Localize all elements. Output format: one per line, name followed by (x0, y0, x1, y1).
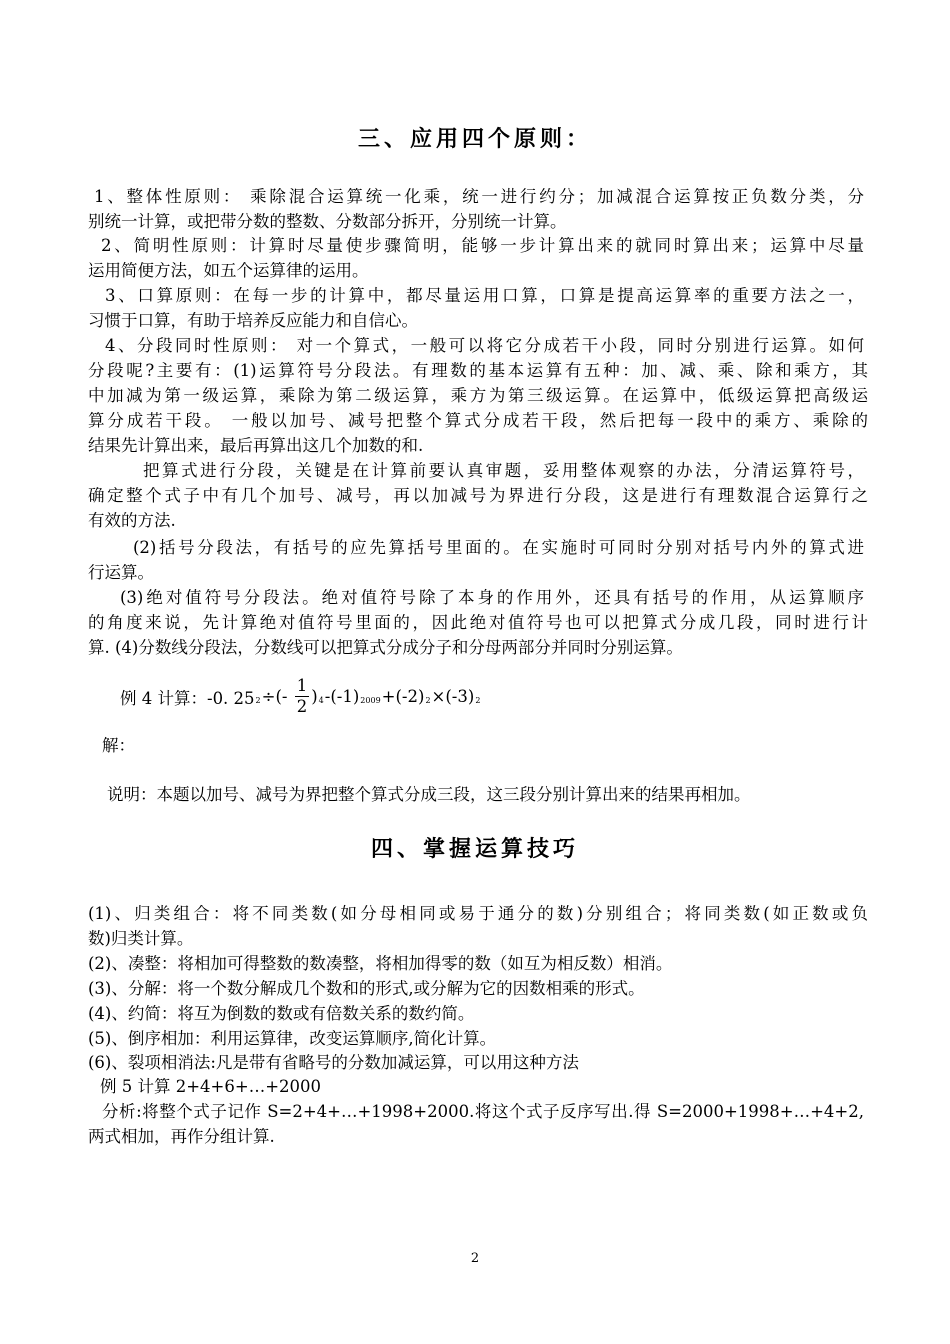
technique-4: (4)、约简：将互为倒数的数或有倍数关系的数约简。 (88, 1004, 475, 1023)
bracket-method-line-2: 行运算。 (88, 563, 154, 582)
absolute-method-line-2: 的角度来说，先计算绝对值符号里面的，因此绝对值符号也可以把算式分成几段，同时进行计 (88, 613, 868, 632)
page-number: 2 (470, 1251, 480, 1266)
exponent: 2 (255, 696, 261, 705)
example-4-division: ÷(- (261, 687, 288, 706)
principle-1-line-2: 别统一计算，或把带分数的整数、分数部分拆开，分别统一计算。 (88, 212, 567, 231)
example-5-title: 例 5 计算 2+4+6+…+2000 (100, 1077, 322, 1096)
principle-2-line-1: 2、简明性原则：计算时尽量使步骤简明，能够一步计算出来的就同时算出来；运算中尽量 (101, 236, 864, 255)
exponent: 2009 (360, 696, 381, 705)
solution-label: 解： (102, 736, 135, 755)
example-4-expression (120, 676, 481, 717)
principle-4-line-3: 中加减为第一级运算，乘除为第二级运算，乘方为第三级运算。在运算中，低级运算把高级运 (88, 386, 868, 405)
technique-3: (3)、分解：将一个数分解成几个数和的形式,或分解为它的因数相乘的形式。 (88, 979, 645, 998)
principle-3-line-2: 习惯于口算，有助于培养反应能力和自信心。 (88, 311, 418, 330)
technique-5: (5)、倒序相加：利用运算律，改变运算顺序,简化计算。 (88, 1029, 497, 1048)
example-4-term: -(-1) (324, 687, 360, 706)
paragraph-segment-line-3: 有效的方法. (88, 511, 176, 530)
paragraph-segment-line-2: 确定整个式子中有几个加号、减号，再以加减号为界进行分段，这是进行有理数混合运算行之 (88, 486, 868, 505)
paragraph-segment-line-1: 把算式进行分段，关键是在计算前要认真审题，妥用整体观察的办法，分清运算符号， (143, 461, 864, 480)
fraction-one-half (295, 676, 310, 717)
principle-4-line-1: 4、分段同时性原则： 对一个算式，一般可以将它分成若干小段，同时分别进行运算。如何 (105, 336, 864, 355)
exponent: 2 (425, 696, 431, 705)
example-4-close-paren: ) (311, 687, 318, 706)
technique-6: (6)、裂项相消法:凡是带有省略号的分数加减运算，可以用这种方法 (88, 1053, 579, 1072)
absolute-method-line-1: (3)绝对值符号分段法。绝对值符号除了本身的作用外，还具有括号的作用，从运算顺序 (120, 588, 864, 607)
technique-1-line-1: (1)、归类组合：将不同类数(如分母相同或易于通分的数)分别组合；将同类数(如正数或负 (88, 904, 868, 923)
example-4-prefix: 例 4 计算：-0. 25 (120, 688, 255, 708)
example-4-term: +(-2) (381, 687, 425, 706)
principle-4-line-5: 结果先计算出来，最后再算出这几个加数的和. (88, 436, 424, 455)
principle-2-line-2: 运用简便方法，如五个运算律的运用。 (88, 261, 369, 280)
example-4-term: ×(-3) (431, 687, 475, 706)
fraction-numerator: 1 (296, 676, 308, 695)
example-5-analysis-line-1: 分析:将整个式子记作 S=2+4+…+1998+2000.将这个式子反序写出.得 S=2000+1998+…+4+2, (102, 1102, 864, 1121)
principle-4-line-2: 分段呢?主要有：(1)运算符号分段法。有理数的基本运算有五种：加、减、乘、除和乘方，其 (88, 361, 868, 380)
exponent: 2 (475, 696, 481, 705)
bracket-method-line-1: (2)括号分段法，有括号的应先算括号里面的。在实施时可同时分别对括号内外的算式进 (133, 538, 864, 557)
fraction-denominator: 2 (296, 697, 308, 716)
principle-1-line-1: 1、整体性原则： 乘除混合运算统一化乘，统一进行约分；加减混合运算按正负数分类，分 (94, 187, 864, 206)
principle-4-line-4: 算分成若干段。 一般以加号、减号把整个算式分成若干段，然后把每一段中的乘方、乘除的 (88, 411, 868, 430)
example-4-note: 说明：本题以加号、减号为界把整个算式分成三段，这三段分别计算出来的结果再相加。 (107, 785, 751, 804)
example-5-analysis-line-2: 两式相加，再作分组计算. (88, 1127, 275, 1146)
technique-1-line-2: 数)归类计算。 (88, 929, 194, 948)
technique-2: (2)、凑整：将相加可得整数的数凑整，将相加得零的数（如互为相反数）相消。 (88, 954, 673, 973)
absolute-method-line-3: 算. (4)分数线分段法，分数线可以把算式分成分子和分母两部分并同时分别运算。 (88, 638, 683, 657)
section-three-title: 三、应用四个原则： (357, 126, 592, 152)
exponent: 4 (318, 696, 324, 705)
section-four-title: 四、掌握运算技巧 (370, 836, 579, 862)
principle-3-line-1: 3、口算原则：在每一步的计算中，都尽量运用口算，口算是提高运算率的重要方法之一， (105, 286, 864, 305)
